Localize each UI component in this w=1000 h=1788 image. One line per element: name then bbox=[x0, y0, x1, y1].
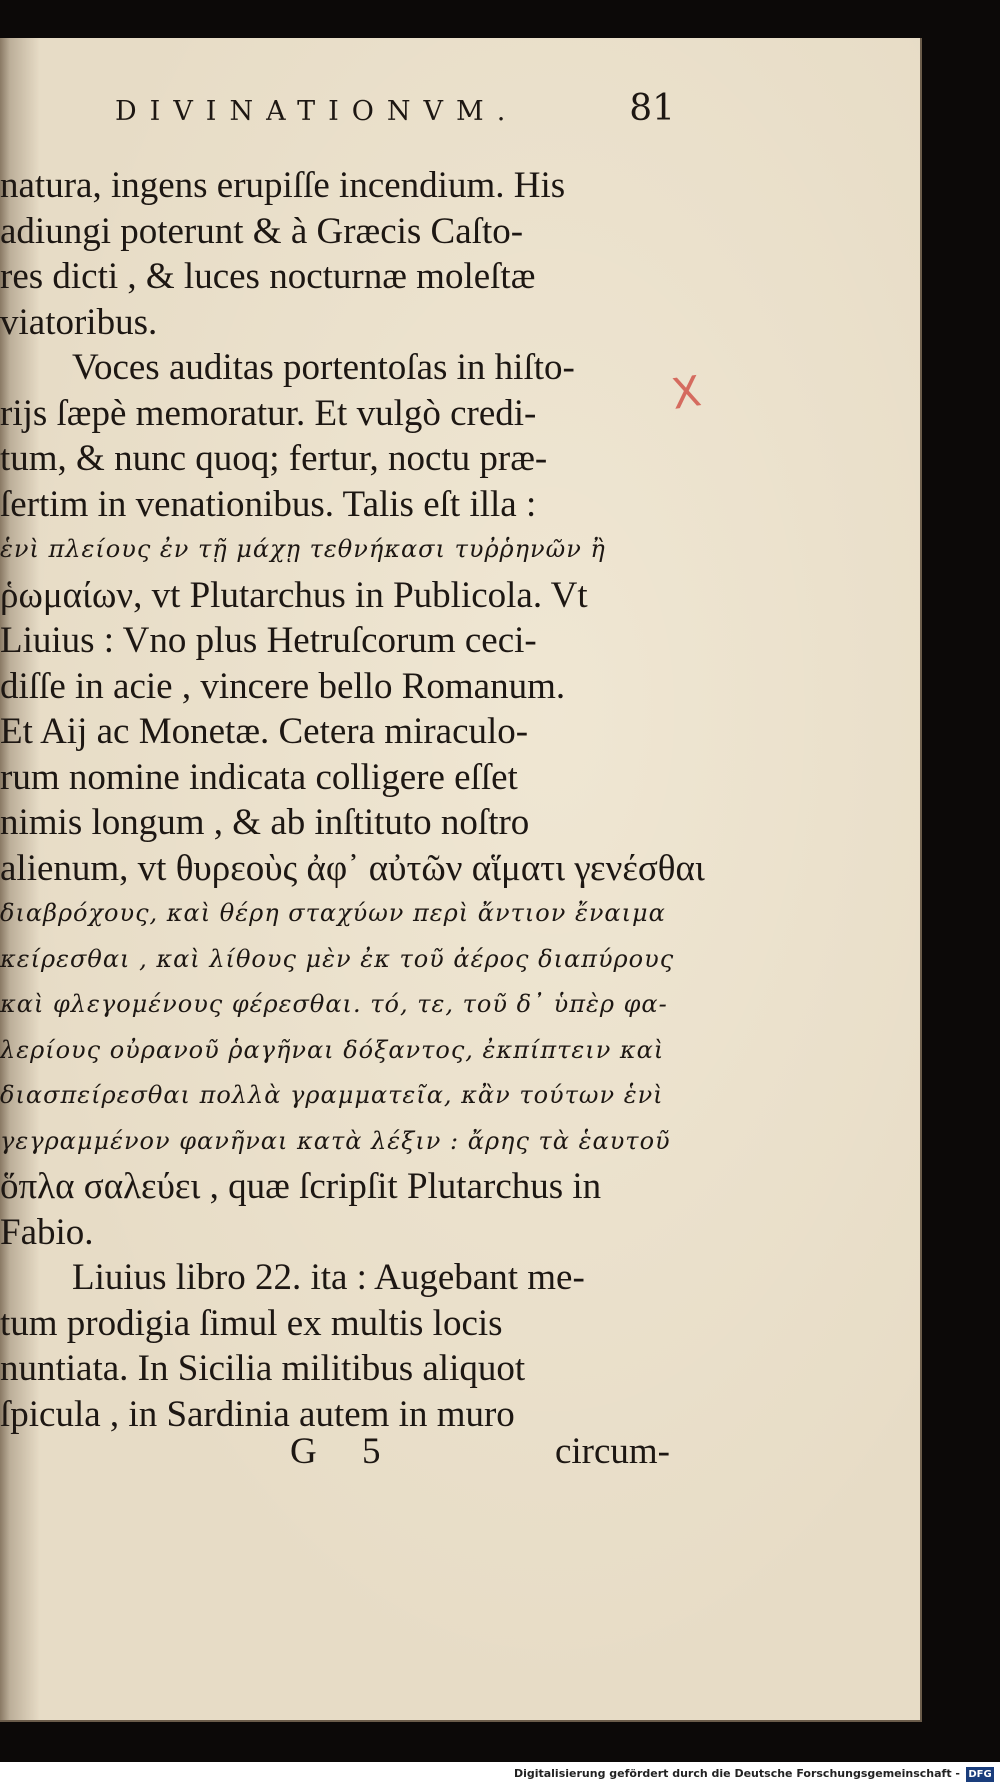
text-line: viatoribus. bbox=[0, 301, 158, 343]
greek-text-line: καὶ φλεγομένους φέρεσθαι. τό, τε, τοῦ δ᾽ ὑπὲρ φα- bbox=[0, 990, 668, 1018]
text-line: Fabio. bbox=[0, 1211, 94, 1253]
text-line: ὅπλα σαλεύει , quæ ſcripſit Plutarchus in bbox=[0, 1166, 602, 1207]
text-line: ſpicula , in Sardinia autem in muro bbox=[0, 1393, 515, 1435]
page-number: 81 bbox=[629, 88, 675, 129]
book-page bbox=[0, 38, 922, 1722]
text-line: tum, & nunc quoq; fertur, noctu præ- bbox=[0, 438, 548, 479]
margin-annotation: X bbox=[668, 366, 705, 419]
text-line: adiungi poterunt & à Græcis Caſto- bbox=[0, 210, 524, 252]
text-line: Liuius : Vno plus Hetruſcorum ceci- bbox=[0, 620, 537, 661]
greek-text-line: λερίους οὐρανοῦ ῥαγῆναι δόξαντος, ἐκπίπτειν καὶ bbox=[0, 1035, 665, 1064]
text-line: diſſe in acie , vincere bello Romanum. bbox=[0, 665, 566, 707]
greek-text-line: ἑνὶ πλείους ἐν τῇ μάχῃ τεθνήκασι τυῤῥηνῶν ἢ bbox=[0, 535, 606, 563]
running-head: DIVINATIONVM. bbox=[115, 96, 519, 127]
credit-text: Digitalisierung gefördert durch die Deutsche Forschungsgemeinschaft - bbox=[513, 1767, 960, 1780]
text-line: tum prodigia ſimul ex multis locis bbox=[0, 1302, 503, 1344]
text-line: Liuius libro 22. ita : Augebant me- bbox=[72, 1257, 585, 1298]
digitization-credit-bar bbox=[0, 1762, 1000, 1788]
text-line: Voces auditas portentoſas in hiſto- bbox=[72, 347, 575, 388]
greek-text-line: κείρεσθαι , καὶ λίθους μὲν ἐκ τοῦ ἀέρος διαπύρους bbox=[0, 944, 675, 973]
greek-text-line: διασπείρεσθαι πολλὰ γραμματεῖα, κἂν τούτων ἑνὶ bbox=[0, 1081, 664, 1109]
text-line: ῥωμαίων, vt Plutarchus in Publicola. Vt bbox=[0, 574, 588, 616]
body-text bbox=[0, 163, 705, 1437]
greek-text-line: γεγραμμένον φανῆναι κατὰ λέξιν : ἄρης τὰ ἑαυτοῦ bbox=[0, 1126, 671, 1155]
text-line: alienum, vt θυρεοὺς ἀφ᾽ αὐτῶν αἵματι γενέσθαι bbox=[0, 847, 705, 889]
dfg-logo: DFG bbox=[966, 1767, 994, 1782]
greek-text-line: διαβρόχους, καὶ θέρη σταχύων περὶ ἄντιον ἔναιμα bbox=[0, 899, 666, 927]
signature-mark: G 5 bbox=[290, 1431, 399, 1472]
text-line: nuntiata. In Sicilia militibus aliquot bbox=[0, 1348, 526, 1389]
catchword: circum- bbox=[554, 1431, 670, 1472]
text-line: natura, ingens erupiſſe incendium. His bbox=[0, 165, 566, 206]
text-line: nimis longum , & ab inſtituto noſtro bbox=[0, 802, 530, 843]
text-line: Et Aij ac Monetæ. Cetera miraculo- bbox=[0, 711, 529, 752]
page-header bbox=[115, 88, 675, 138]
text-line: rum nomine indicata colligere eſſet bbox=[0, 756, 518, 798]
page-footer bbox=[290, 1430, 670, 1480]
text-line: rijs ſæpè memoratur. Et vulgò credi- bbox=[0, 392, 537, 434]
text-line: ſertim in venationibus. Talis eſt illa : bbox=[0, 483, 537, 525]
text-line: res dicti , & luces nocturnæ moleſtæ bbox=[0, 256, 536, 297]
